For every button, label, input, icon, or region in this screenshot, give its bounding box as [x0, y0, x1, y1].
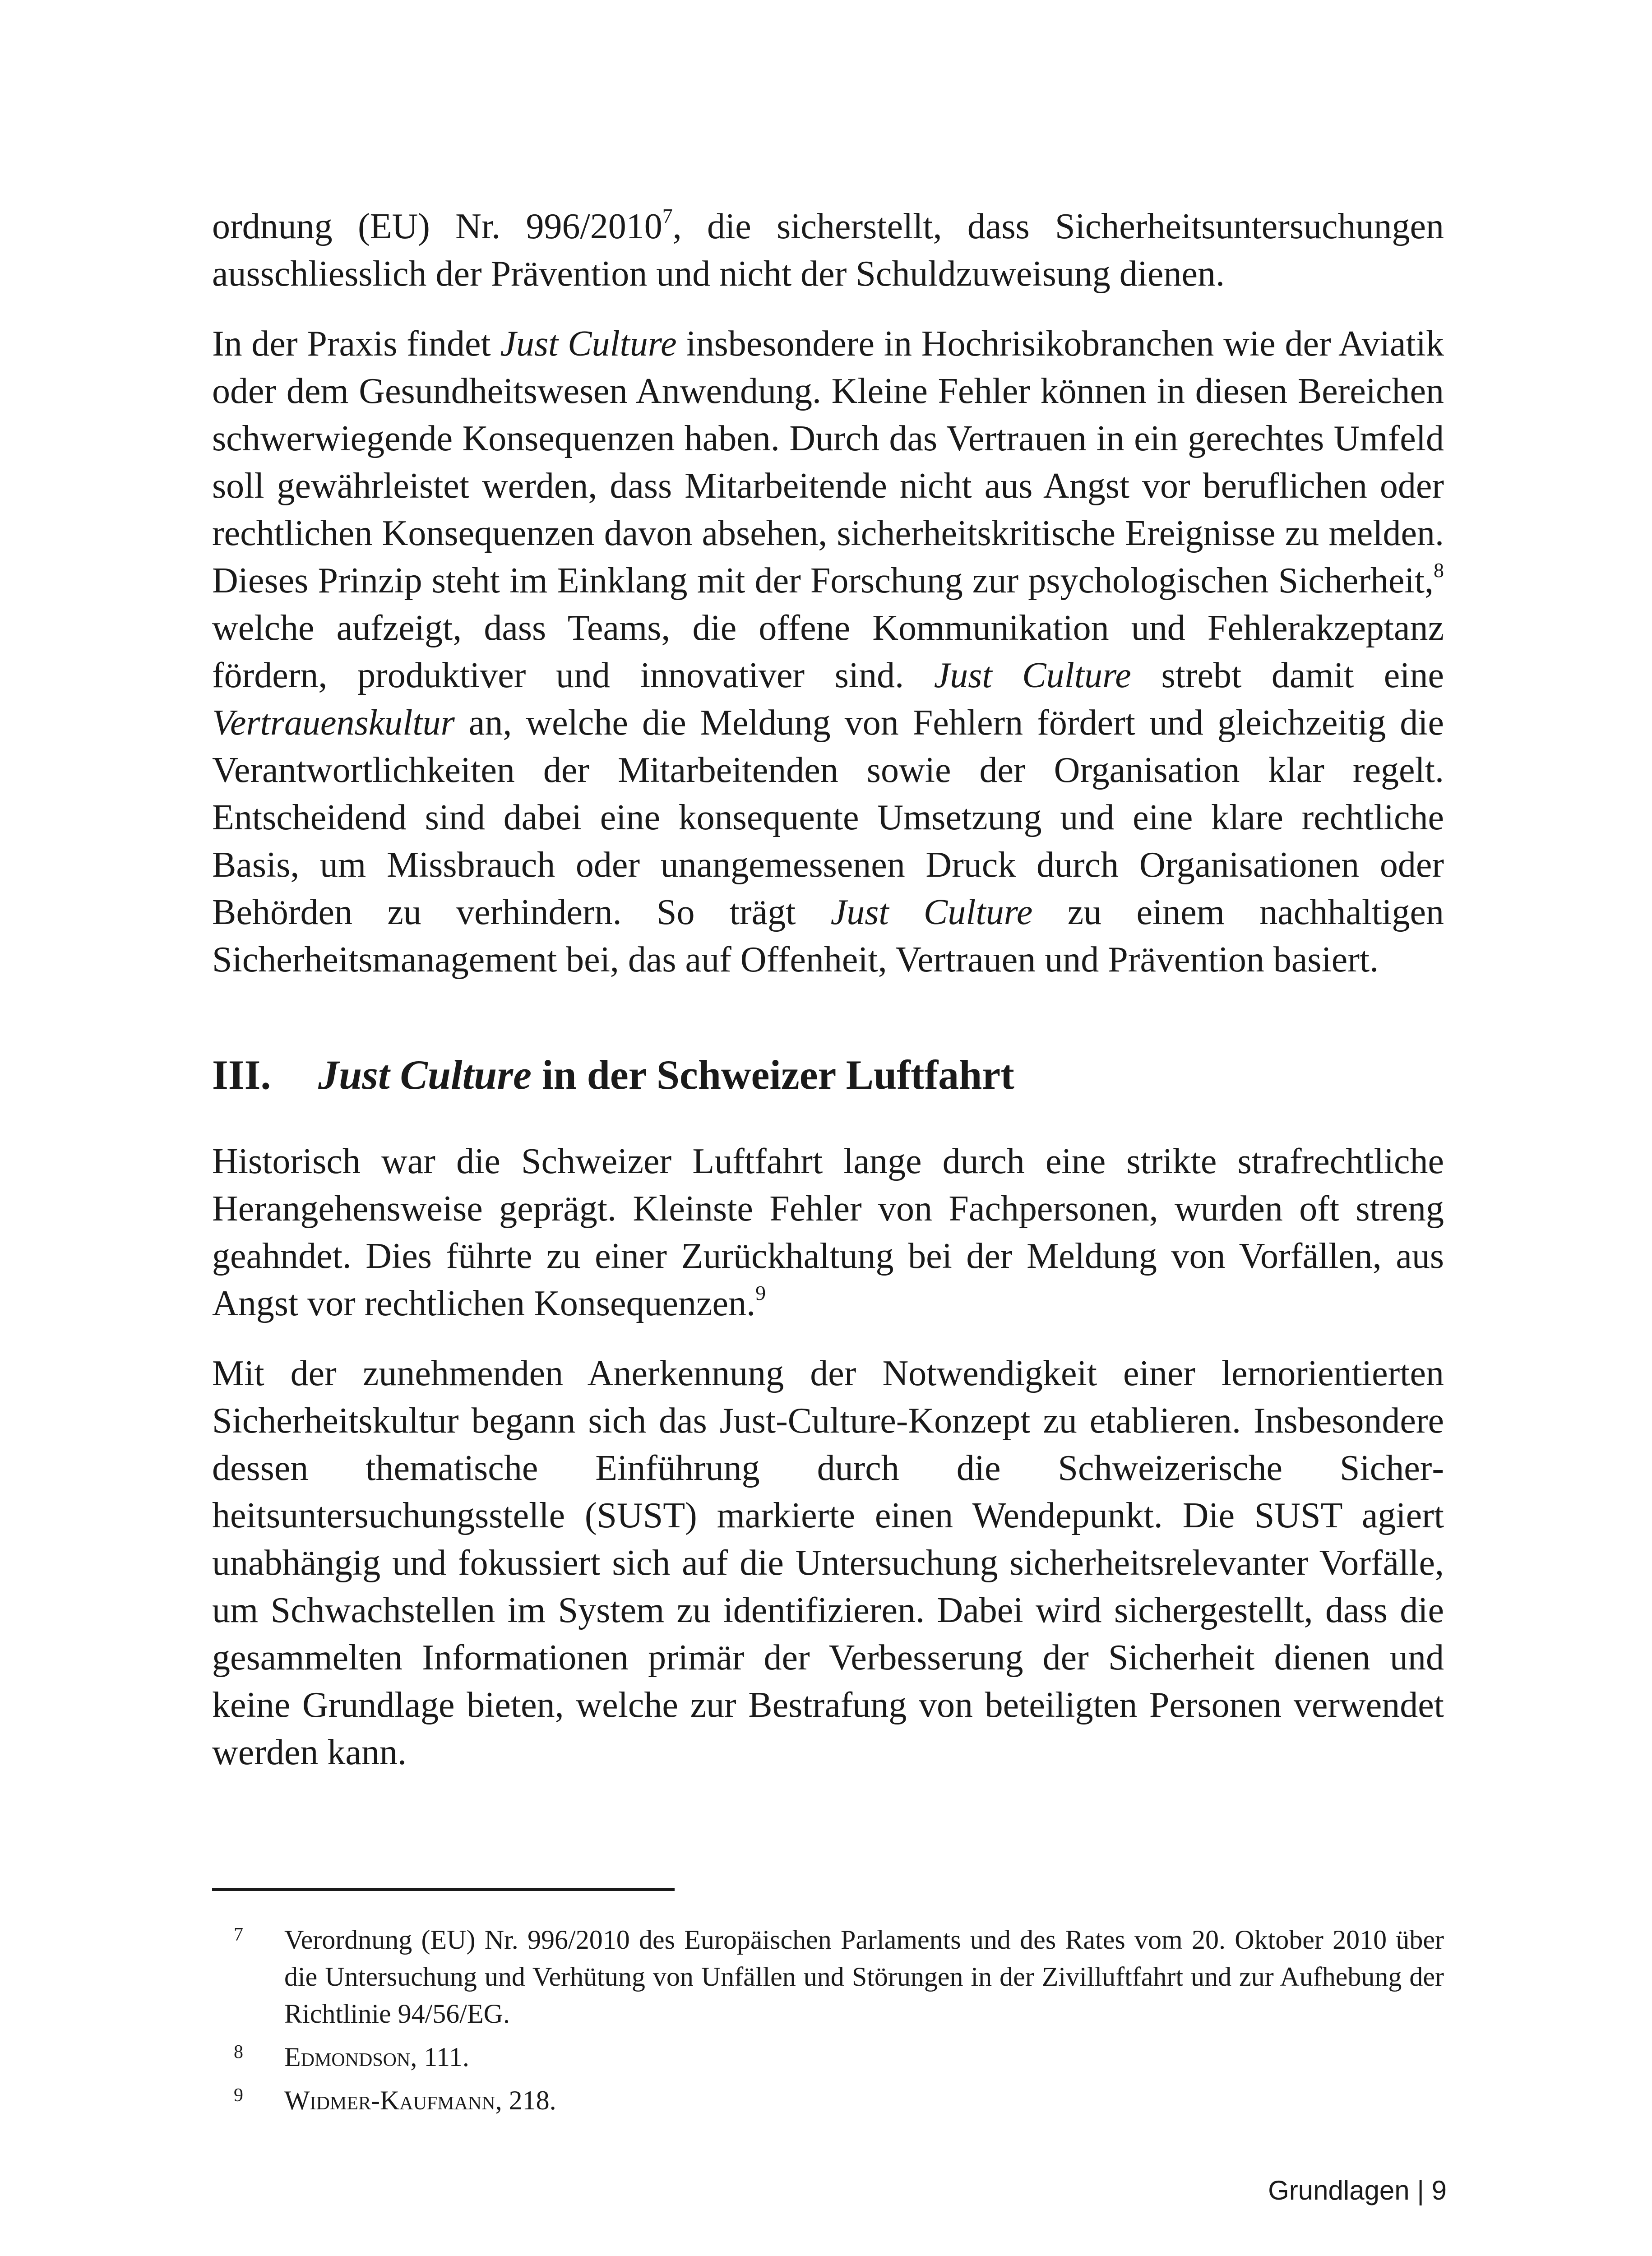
page-number: 9 — [1431, 2175, 1447, 2205]
term-just-culture: Just Culture — [500, 324, 677, 364]
paragraph-3-text: Historisch war die Schweizer Luftfahrt lange durch eine strikte strafrechtliche Herangehensweise geprägt. Kleinste Fehler von Fachpersonen, wurden oft streng geahndet. Dies führte zu einer Zurückhaltung bei der Meldung von Vorfällen, aus Angst vor rechtlichen Konsequenzen. — [212, 1142, 1444, 1323]
paragraph-2-text-2: insbesondere in Hochrisikobranchen wie der Aviatik oder dem Gesundheitswesen Anwendung. Kleine Fehler können in diesen Bereichen schwerwiegende Konsequenzen haben. Durch das Vertrauen in ein gerechtes Umfeld soll gewährleistet werden, dass Mitarbeitende nicht aus Angst vor beruflichen oder rechtlichen Konsequenzen davon absehen, sicherheitskritische Ereignisse zu melden. Dieses Prinzip steht im Einklang mit der Forschung zur psychologischen Sicherheit, — [212, 324, 1444, 601]
footnote-page: , 111. — [410, 2042, 469, 2072]
footnote-page: , 218. — [495, 2085, 556, 2115]
footnote-ref-9[interactable]: 9 — [755, 1281, 766, 1305]
paragraph-2 — [212, 320, 1444, 984]
section-title-rest: in der Schweizer Luftfahrt — [531, 1052, 1014, 1098]
footnote-text: Verordnung (EU) Nr. 996/2010 des Europäischen Parlaments und des Rates vom 20. Oktober 2010 über die Untersuchung und Verhütung von Unfällen und Störungen in der Zivilluftfahrt und zur Aufhebung der Richtlinie 94/56/EG. — [284, 1925, 1444, 2029]
term-just-culture: Just Culture — [830, 892, 1033, 932]
footnote-8 — [212, 2039, 1444, 2076]
footnote-mark: 7 — [234, 1924, 243, 1945]
page-footer — [1268, 2173, 1447, 2209]
term-vertrauenskultur: Vertrauenskultur — [212, 703, 455, 743]
paragraph-2-text-6: zu einem nachhaltigen Sicherheitsmanagement bei, das auf Offenheit, Vertrauen und Prävention basiert. — [212, 892, 1444, 980]
paragraph-2-text-1: In der Praxis findet — [212, 324, 500, 364]
paragraph-4-text: Mit der zunehmenden Anerkennung der Notwendigkeit einer lernorientierten Sicherheitskultur begann sich das Just-Culture-Konzept zu etablieren. Insbesondere dessen thematische Einführung durch die Schweizerische Sicherheitsuntersuchungsstelle (SUST) markierte einen Wendepunkt. Die SUST agiert unabhängig und fokussiert sich auf die Untersuchung sicherheitsrelevanter Vorfälle, um Schwachstellen im System zu identifizieren. Dabei wird sichergestellt, dass die gesammelten Informationen primär der Verbesserung der Sicherheit dienen und keine Grundlage bieten, welche zur Bestrafung von beteiligten Personen verwendet werden kann. — [212, 1354, 1444, 1772]
paragraph-1-text-a: ordnung (EU) Nr. 996/2010 — [212, 207, 662, 246]
section-heading — [212, 1048, 1444, 1102]
section-number: III. — [212, 1052, 271, 1098]
footnote-mark: 9 — [234, 2085, 243, 2106]
paragraph-1-text-b: , die sicherstellt, dass Sicherheitsuntersuchungen ausschliesslich der Prävention und nicht der Schuldzuweisung dienen. — [212, 207, 1444, 294]
footnote-9 — [212, 2082, 1444, 2119]
paragraph-2-text-3: welche aufzeigt, dass Teams, die offene Kommunikation und Fehlerakzeptanz fördern, produktiver und innovativer sind. — [212, 608, 1444, 695]
footnote-author: Widmer-Kaufmann — [284, 2085, 495, 2115]
paragraph-4 — [212, 1350, 1444, 1776]
footer-separator: | — [1409, 2175, 1432, 2205]
term-just-culture: Just Culture — [934, 656, 1131, 695]
footnote-ref-8[interactable]: 8 — [1434, 559, 1444, 582]
footnote-mark: 8 — [234, 2042, 243, 2062]
footer-section: Grundlagen — [1268, 2175, 1410, 2205]
paragraph-2-text-5: an, welche die Meldung von Fehlern fördert und gleichzeitig die Verantwortlichkeiten der Mitarbeitenden sowie der Organisation klar regelt. Entscheidend sind dabei eine konsequente Umsetzung und eine klare rechtliche Basis, um Missbrauch oder unangemessenen Druck durch Organisationen oder Behörden zu verhindern. So trägt — [212, 703, 1444, 932]
section-title — [318, 1048, 1014, 1102]
page-body — [212, 203, 1444, 1776]
footnote-author: Edmondson — [284, 2042, 411, 2072]
footnotes — [212, 1921, 1444, 2125]
footnote-text — [284, 2039, 1444, 2076]
footnote-text — [284, 2082, 1444, 2119]
section-title-italic: Just Culture — [318, 1052, 532, 1098]
paragraph-3 — [212, 1138, 1444, 1327]
paragraph-1 — [212, 203, 1444, 298]
footnote-divider — [212, 1888, 675, 1891]
footnote-ref-7[interactable]: 7 — [662, 204, 673, 228]
paragraph-2-text-4: strebt damit eine — [1131, 656, 1444, 695]
footnote-7 — [212, 1921, 1444, 2032]
